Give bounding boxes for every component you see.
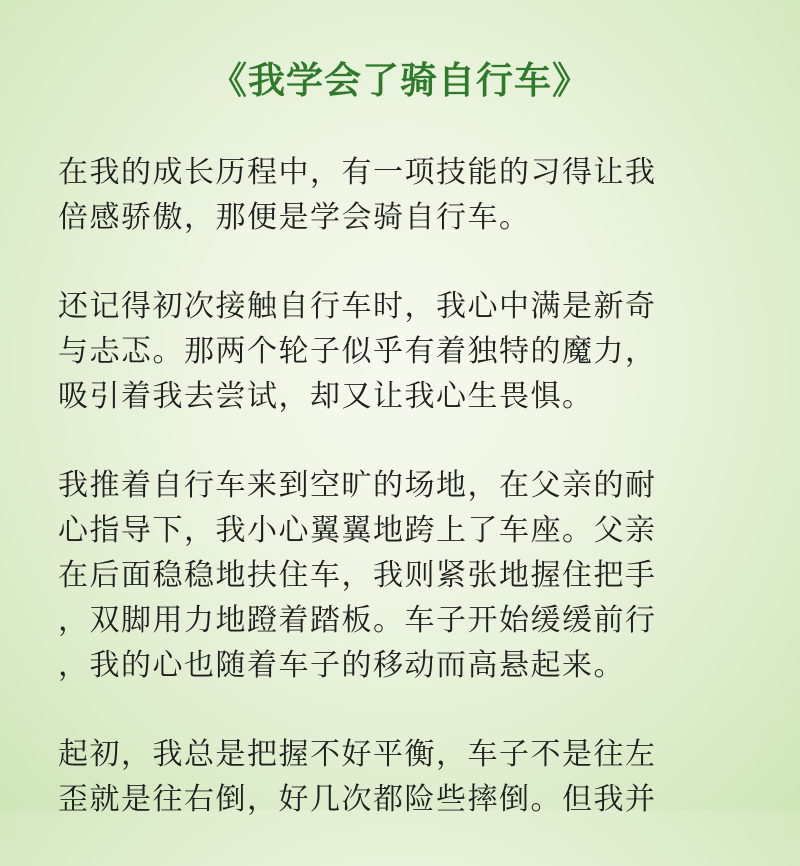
paragraph-1 (58, 150, 758, 240)
paragraph-3 (58, 463, 758, 688)
essay-body (58, 150, 758, 866)
text-line: 起初，我总是把握不好平衡，车子不是往左 (58, 737, 657, 772)
paragraph-2 (58, 284, 758, 419)
text-line: 我推着自行车来到空旷的场地，在父亲的耐 (58, 468, 657, 503)
essay-title: 《我学会了骑自行车》 (210, 59, 590, 102)
text-line: 歪就是往右倒，好几次都险些摔倒。但我并 (58, 782, 657, 817)
text-line: 在我的成长历程中，有一项技能的习得让我 (58, 155, 657, 190)
paragraph-4 (58, 732, 758, 822)
text-line: 吸引着我去尝试，却又让我心生畏惧。 (58, 379, 594, 414)
text-line: 与忐忑。那两个轮子似乎有着独特的魔力， (58, 334, 657, 369)
text-line: 心指导下，我小心翼翼地跨上了车座。父亲 (58, 513, 657, 548)
text-line: 还记得初次接触自行车时，我心中满是新奇 (58, 289, 657, 324)
text-line: 倍感骄傲，那便是学会骑自行车。 (58, 200, 531, 235)
text-line: 在后面稳稳地扶住车，我则紧张地握住把手 (58, 558, 657, 593)
text-line: ，双脚用力地蹬着踏板。车子开始缓缓前行 (58, 603, 657, 638)
text-line: ，我的心也随着车子的移动而高悬起来。 (58, 648, 625, 683)
